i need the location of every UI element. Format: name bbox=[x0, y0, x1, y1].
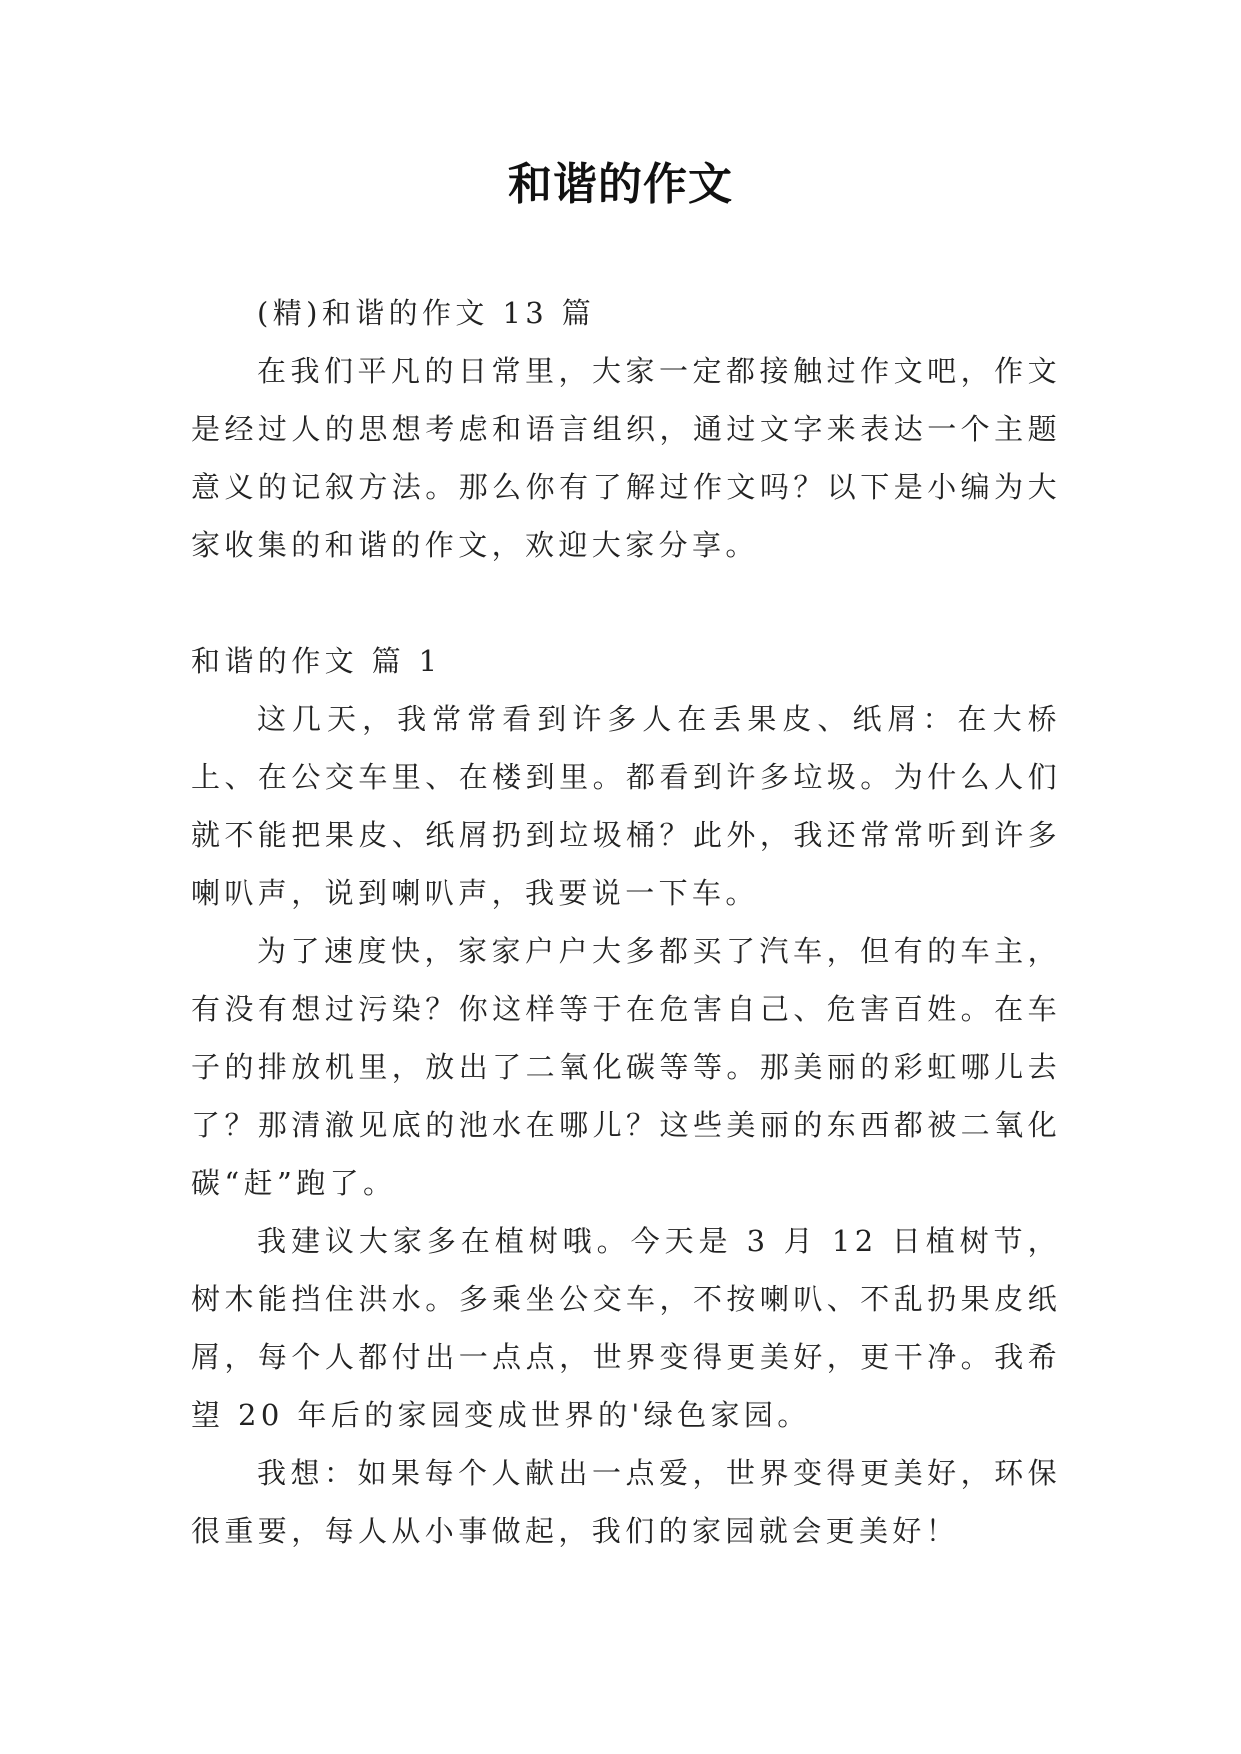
intro-paragraph: 在我们平凡的日常里，大家一定都接触过作文吧，作文是经过人的思想考虑和语言组织，通过文字来表达一个主题意义的记叙方法。那么你有了解过作文吗？以下是小编为大家收集的和谐的作文，欢迎大家分享。 bbox=[191, 354, 1061, 562]
body-paragraph-1: 这几天，我常常看到许多人在丢果皮、纸屑：在大桥上、在公交车里、在楼到里。都看到许多垃圾。为什么人们就不能把果皮、纸屑扔到垃圾桶？此外，我还常常听到许多喇叭声，说到喇叭声，我要说一下车。 bbox=[191, 702, 1061, 910]
body-paragraph-2: 为了速度快，家家户户大多都买了汽车，但有的车主，有没有想过污染？你这样等于在危害自己、危害百姓。在车子的排放机里，放出了二氧化碳等等。那美丽的彩虹哪儿去了？那清澈见底的池水在哪儿？这些美丽的东西都被二氧化碳“赶”跑了。 bbox=[191, 934, 1061, 1200]
section-gap bbox=[191, 574, 1061, 632]
document-body bbox=[191, 284, 1061, 1560]
body-paragraph-3: 我建议大家多在植树哦。今天是 3 月 12 日植树节，树木能挡住洪水。多乘坐公交车，不按喇叭、不乱扔果皮纸屑，每个人都付出一点点，世界变得更美好，更干净。我希望 20 年后的家园变成世界的'绿色家园。 bbox=[191, 1224, 1061, 1432]
body-paragraph-4: 我想：如果每个人献出一点爱，世界变得更美好，环保很重要，每人从小事做起，我们的家园就会更美好！ bbox=[191, 1456, 1061, 1548]
section-heading: 和谐的作文 篇 1 bbox=[191, 644, 442, 678]
document-subtitle: (精)和谐的作文 13 篇 bbox=[257, 296, 596, 330]
document-title: 和谐的作文 bbox=[508, 159, 733, 210]
